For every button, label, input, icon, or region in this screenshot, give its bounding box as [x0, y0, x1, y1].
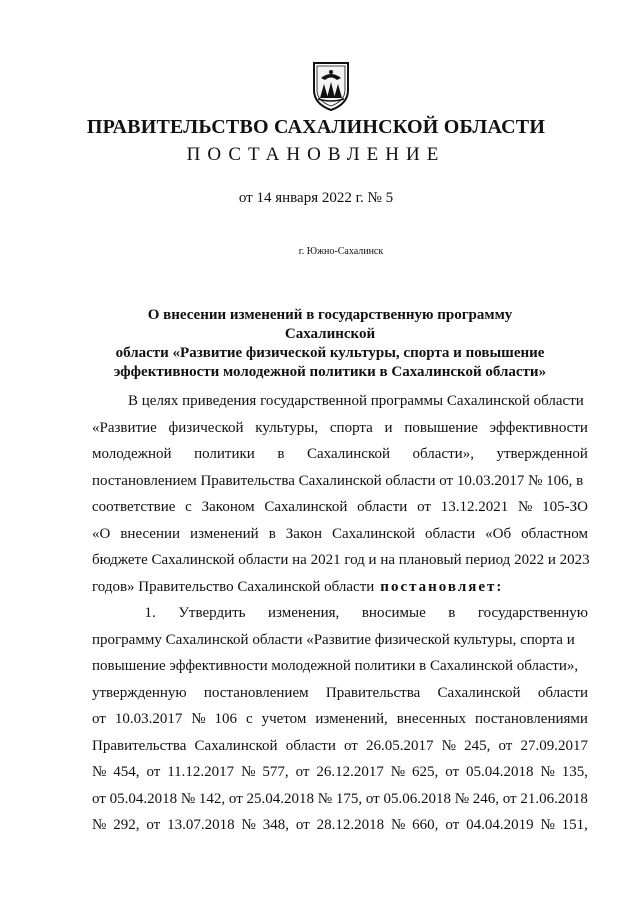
body-word: физической: [168, 419, 244, 436]
body-word: 26.12.2017: [316, 764, 384, 780]
body-word: утвержденную: [92, 684, 187, 701]
body-line: [92, 759, 588, 786]
body-word: 13.07.2018: [167, 817, 235, 833]
body-word: №: [92, 764, 107, 780]
body-word: повышение: [404, 419, 478, 436]
body-word: «Об: [485, 525, 512, 542]
body-word: 05.04.2018: [466, 764, 534, 780]
body-word: от: [498, 737, 513, 754]
body-line: [92, 441, 588, 468]
body-word: культуры,: [255, 419, 319, 436]
body-word: от: [146, 817, 161, 833]
body-word: в: [277, 446, 285, 462]
subject-line: О внесении изменений в государственную программу Сахалинской: [147, 307, 513, 342]
body-word: №: [241, 817, 256, 833]
body-word: политики: [194, 446, 255, 462]
paragraph-indent: [92, 600, 122, 627]
body-word: Сахалинской: [332, 525, 416, 542]
body-word: 151,: [561, 817, 588, 833]
body-line: [92, 653, 588, 680]
body-word: и: [384, 419, 393, 436]
body-word: области: [537, 684, 588, 701]
body-word: от: [146, 764, 161, 780]
body-word: 105-ЗО: [542, 499, 588, 515]
body-word: Закон: [285, 525, 323, 542]
body-word: изменений: [190, 525, 259, 542]
body-word: годов» Правительство Сахалинской области: [92, 578, 375, 595]
subject-line: эффективности молодежной политики в Сахалинской области»: [113, 364, 547, 380]
body-word: №: [390, 764, 406, 780]
body-word: Сахалинской: [194, 737, 278, 754]
body-word: постановляет:: [380, 578, 504, 595]
body-word: 625,: [412, 764, 439, 780]
body-word: постановлением: [203, 684, 309, 701]
body-word: учетом: [261, 711, 307, 727]
body-word: 10.03.2017: [114, 711, 183, 727]
body-word: внесенных: [396, 711, 466, 727]
body-word: Сахалинской: [264, 499, 348, 515]
body-word: 660,: [412, 817, 439, 833]
body-line: [92, 468, 588, 495]
body-word: от: [295, 764, 310, 780]
body-word: молодежной: [92, 446, 172, 462]
body-line: [92, 547, 588, 574]
body-word: области: [357, 499, 408, 515]
body-word: утвержденной: [496, 446, 588, 462]
body-word: №: [540, 817, 555, 833]
body-word: области: [425, 525, 476, 542]
paragraph-indent: [92, 388, 122, 415]
body-word: программу Сахалинской области «Развитие физической культуры, спорта и: [92, 631, 575, 648]
body-word: постановлением Правительства Сахалинской области от 10.03.2017 № 106, в: [92, 472, 584, 489]
body-word: №: [441, 737, 456, 754]
body-word: 28.12.2018: [316, 817, 385, 833]
body-word: Правительства: [92, 737, 187, 754]
body-word: 245,: [464, 737, 491, 754]
body-word: №: [540, 764, 555, 780]
body-word: соответствие: [92, 499, 176, 515]
body-word: вносимые: [361, 605, 426, 621]
document-body: [92, 388, 588, 839]
body-word: «О: [92, 525, 111, 542]
body-line: [92, 627, 588, 654]
subject-line: области «Развитие физической культуры, спорта и повышение: [115, 345, 545, 361]
body-word: 135,: [561, 764, 588, 780]
body-word: спорта: [329, 419, 373, 436]
body-word: 27.09.2017: [520, 737, 588, 754]
body-word: 106: [214, 711, 238, 727]
body-word: 04.04.2019: [466, 817, 534, 833]
body-word: от: [445, 817, 460, 833]
body-word: области»,: [412, 446, 474, 462]
body-word: «Развитие: [92, 419, 157, 436]
body-word: от: [295, 817, 310, 833]
body-line: [92, 786, 588, 813]
body-word: Законом: [201, 499, 255, 515]
body-line: [92, 574, 588, 601]
body-word: №: [518, 499, 533, 515]
document-city: г. Южно-Сахалинск: [298, 246, 384, 257]
body-word: эффективности: [489, 419, 588, 436]
body-word: в: [268, 525, 276, 542]
body-word: от 05.04.2018 № 142, от 25.04.2018 № 175, от 05.06.2018 № 246, от 21.06.2018: [92, 790, 588, 807]
body-word: областном: [521, 525, 588, 542]
body-word: постановлениями: [474, 711, 588, 727]
body-word: 26.05.2017: [366, 737, 434, 754]
body-word: от: [344, 737, 358, 754]
document-subject: [110, 306, 550, 382]
body-line: [92, 600, 588, 627]
body-word: от: [92, 711, 106, 727]
body-word: от: [445, 764, 460, 780]
document-date-number: от 14 января 2022 г. № 5: [238, 190, 394, 206]
body-word: изменения,: [268, 605, 340, 621]
government-title: ПРАВИТЕЛЬСТВО САХАЛИНСКОЙ ОБЛАСТИ: [86, 116, 546, 138]
body-line: [92, 812, 588, 839]
body-word: повышение эффективности молодежной политики в Сахалинской области»,: [92, 658, 579, 674]
body-word: В целях приведения государственной программы Сахалинской области: [128, 393, 584, 409]
body-word: №: [191, 711, 206, 727]
body-line: [92, 415, 588, 442]
body-word: области: [285, 737, 336, 754]
body-line: [92, 388, 588, 415]
body-line: [92, 521, 588, 548]
body-word: в: [448, 605, 456, 621]
body-word: Утвердить: [178, 605, 246, 621]
body-word: с: [185, 499, 192, 515]
body-word: 454,: [113, 764, 140, 780]
body-line: [92, 680, 588, 707]
body-word: с: [245, 711, 253, 727]
body-word: 13.12.2021: [440, 499, 509, 515]
coat-of-arms-icon: [311, 60, 351, 112]
body-line: [92, 733, 588, 760]
body-word: №: [390, 817, 406, 833]
body-word: 348,: [262, 817, 289, 833]
body-word: государственную: [477, 605, 588, 621]
body-word: 292,: [113, 817, 140, 833]
body-word: 11.12.2017: [167, 764, 235, 780]
body-word: Сахалинской: [307, 446, 391, 462]
body-word: внесении: [120, 525, 181, 542]
body-word: Сахалинской: [437, 684, 521, 701]
body-word: изменений,: [315, 711, 388, 727]
body-word: Правительства: [325, 684, 421, 701]
body-line: [92, 706, 588, 733]
body-word: 577,: [262, 764, 289, 780]
body-word: №: [92, 817, 107, 833]
body-word: №: [241, 764, 256, 780]
body-word: бюджете Сахалинской области на 2021 год и на плановый период 2022 и 2023: [92, 552, 590, 568]
body-word: от: [417, 499, 431, 515]
body-line: [92, 494, 588, 521]
body-word: 1.: [144, 605, 156, 621]
document-kind: ПОСТАНОВЛЕНИЕ: [186, 144, 446, 165]
